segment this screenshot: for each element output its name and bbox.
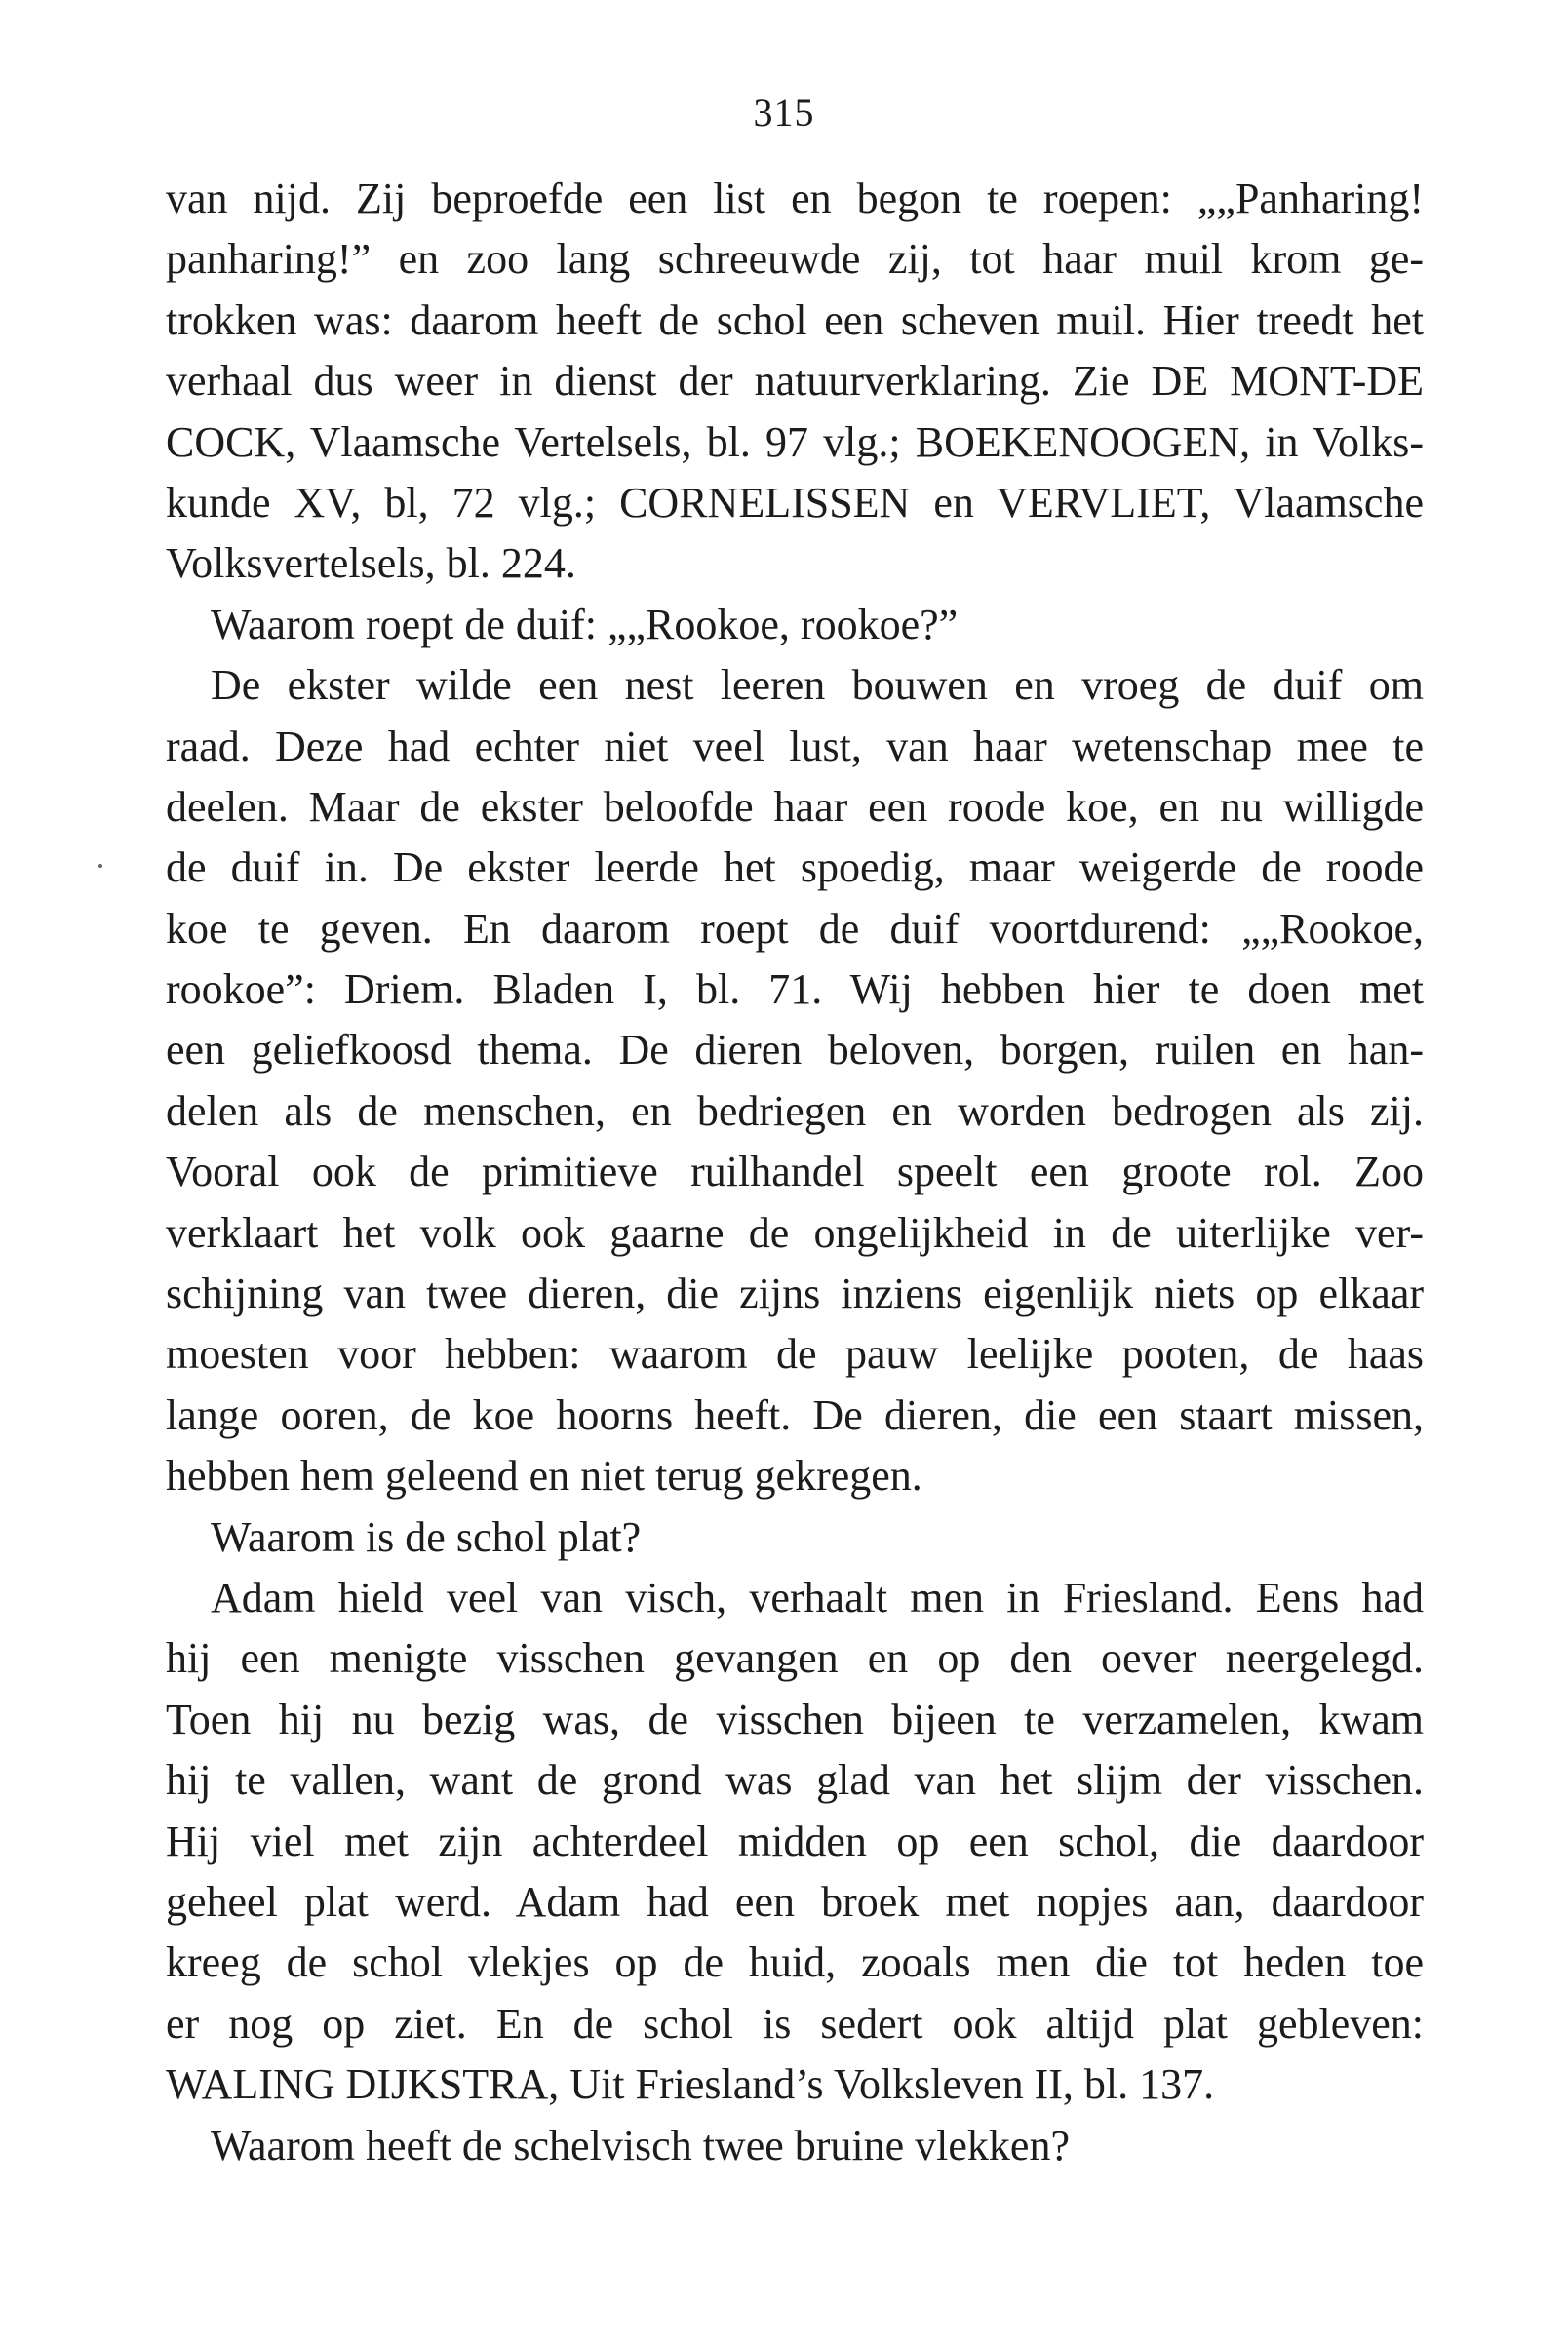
text-line: Waarom heeft de schelvisch twee bruine vlekken? [211, 2121, 1070, 2170]
text-line: Waarom is de schol plat? [211, 1512, 642, 1561]
text-line: raad. Deze had echter niet veel lust, van haar wetenschap mee te [166, 722, 1424, 770]
text-line: panharing!” en zoo lang schreeuwde zij, tot haar muil krom ge- [166, 235, 1424, 284]
text-line: deelen. Maar de ekster beloofde haar een roode koe, en nu willigde [166, 782, 1424, 831]
page-number: 315 [753, 91, 815, 135]
text-line: rookoe”: Driem. Bladen I, bl. 71. Wij hebben hier te doen met [166, 965, 1424, 1014]
text-line: WALING DIJKSTRA, Uit Friesland’s Volksleven II, bl. 137. [166, 2060, 1215, 2109]
margin-speck [98, 864, 102, 868]
text-line: kreeg de schol vlekjes op de huid, zooals men die tot heden toe [166, 1938, 1424, 1987]
text-line: er nog op ziet. En de schol is sedert ook altijd plat gebleven: [166, 1999, 1424, 2048]
text-line: hij te vallen, want de grond was glad van het slijm der visschen. [166, 1756, 1424, 1805]
text-line: delen als de menschen, en bedriegen en worden bedrogen als zij. [166, 1086, 1424, 1135]
text-line: lange ooren, de koe hoorns heeft. De dieren, die een staart missen, [166, 1390, 1424, 1439]
text-line: schijning van twee dieren, die zijns inziens eigenlijk niets op elkaar [166, 1270, 1424, 1318]
text-line: geheel plat werd. Adam had een broek met nopjes aan, daardoor [166, 1877, 1424, 1926]
text-line: een geliefkoosd thema. De dieren beloven, borgen, ruilen en han- [166, 1026, 1424, 1075]
body-text [166, 169, 1424, 2176]
text-line: hij een menigte visschen gevangen en op den oever neergelegd. [166, 1634, 1424, 1683]
text-line: Toen hij nu bezig was, de visschen bijeen te verzamelen, kwam [166, 1695, 1424, 1743]
text-line: kunde XV, bl, 72 vlg.; CORNELISSEN en VERVLIET, Vlaamsche [166, 478, 1424, 527]
text-line: van nijd. Zij beproefde een list en begon te roepen: „„Panharing! [166, 175, 1424, 222]
text-line: hebben hem geleend en niet terug gekregen. [166, 1452, 922, 1501]
text-line: Hij viel met zijn achterdeel midden op een schol, die daardoor [166, 1817, 1424, 1865]
text-line: de duif in. De ekster leerde het spoedig, maar weigerde de roode [166, 843, 1424, 892]
text-line: moesten voor hebben: waarom de pauw leelijke pooten, de haas [166, 1330, 1424, 1379]
text-line: Waarom roept de duif: „„Rookoe, rookoe?” [211, 600, 959, 648]
text-line: trokken was: daarom heeft de schol een scheven muil. Hier treedt het [166, 295, 1424, 344]
text-line: De ekster wilde een nest leeren bouwen en vroeg de duif om [211, 661, 1424, 710]
text-line: verhaal dus weer in dienst der natuurverklaring. Zie DE MONT-DE [166, 357, 1424, 406]
text-line: COCK, Vlaamsche Vertelsels, bl. 97 vlg.; BOEKENOOGEN, in Volks- [166, 417, 1424, 466]
text-line: verklaart het volk ook gaarne de ongelijkheid in de uiterlijke ver- [166, 1208, 1424, 1257]
text-line: Vooral ook de primitieve ruilhandel speelt een groote rol. Zoo [166, 1148, 1424, 1196]
text-line: Adam hield veel van visch, verhaalt men in Friesland. Eens had [211, 1573, 1424, 1622]
text-line: Volksvertelsels, bl. 224. [166, 539, 576, 588]
text-line: koe te geven. En daarom roept de duif voortdurend: „„Rookoe, [166, 904, 1424, 953]
